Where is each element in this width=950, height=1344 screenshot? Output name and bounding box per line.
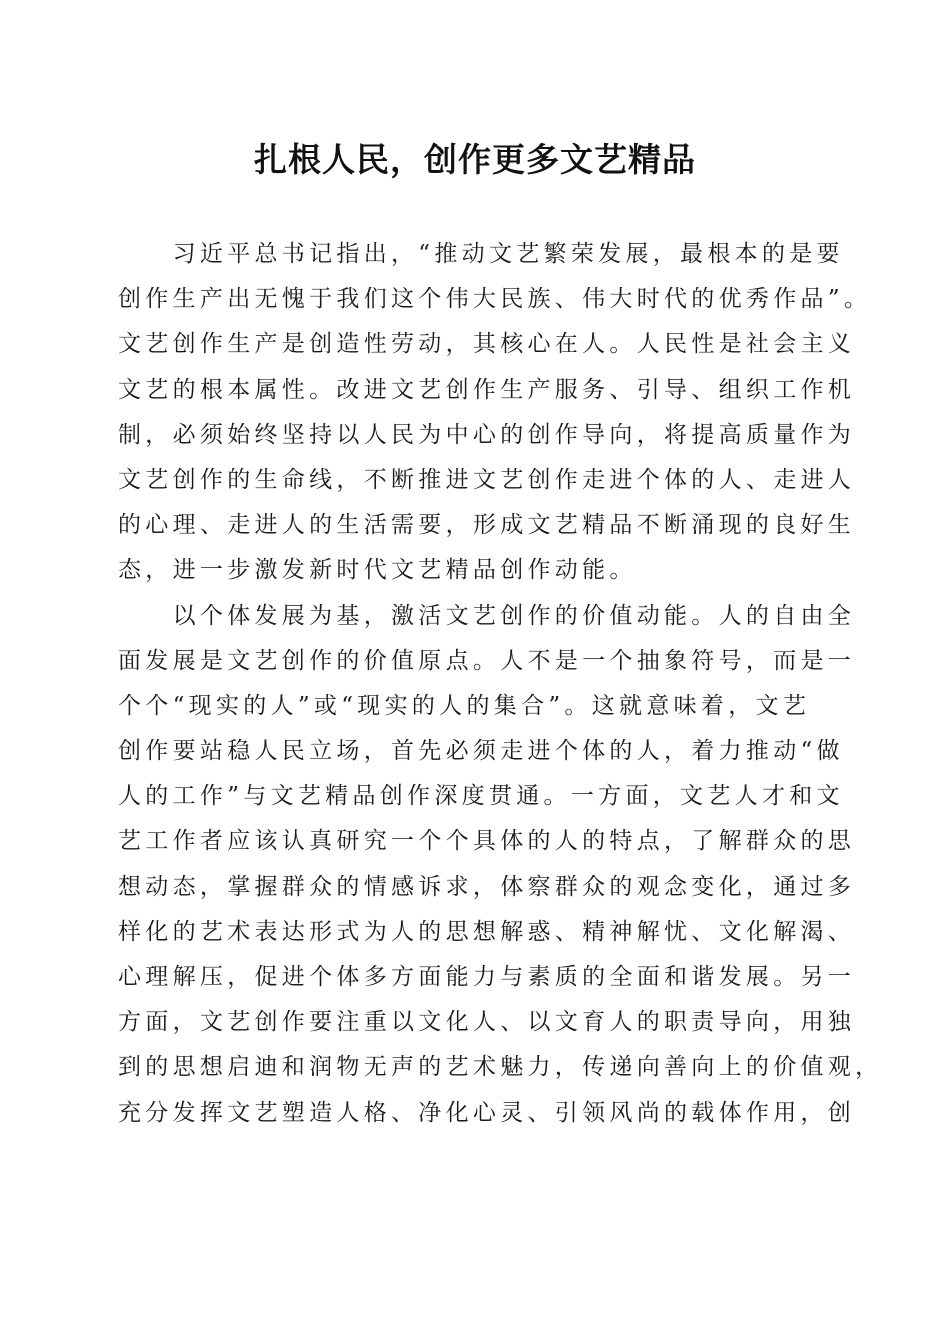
- document-body: [118, 232, 883, 1136]
- document-title: 扎根人民，创作更多文艺精品: [254, 140, 696, 179]
- text-line: 到的思想启迪和润物无声的艺术魅力，传递向善向上的价值观，: [118, 1054, 883, 1081]
- text-line: 心理解压，促进个体多方面能力与素质的全面和谐发展。另一: [118, 964, 856, 990]
- text-line: 个个“现实的人”或“现实的人的集合”。这就意味着，文艺: [118, 692, 811, 719]
- text-line: 的心理、走进人的生活需要，形成文艺精品不断涌现的良好生: [118, 512, 856, 539]
- text-line: 创作要站稳人民立场，首先必须走进个体的人，着力推动“做: [118, 738, 844, 765]
- text-line: 想动态，掌握群众的情感诉求，体察群众的观念变化，通过多: [118, 873, 856, 900]
- text-line: 态，进一步激发新时代文艺精品创作动能。: [118, 557, 637, 584]
- text-line: 面发展是文艺创作的价值原点。人不是一个抽象符号，而是一: [118, 647, 856, 674]
- text-line: 样化的艺术表达形式为人的思想解惑、精神解忧、文化解渴、: [118, 918, 856, 945]
- text-line: 习近平总书记指出，“推动文艺繁荣发展，最根本的是要: [118, 241, 844, 267]
- text-line: 文艺创作生产是创造性劳动，其核心在人。人民性是社会主义: [118, 331, 856, 358]
- text-line: 充分发挥文艺塑造人格、净化心灵、引领风尚的载体作用，创: [118, 1099, 856, 1126]
- text-line: 艺工作者应该认真研究一个个具体的人的特点，了解群众的思: [118, 828, 856, 855]
- text-line: 方面，文艺创作要注重以文化人、以文育人的职责导向，用独: [118, 1009, 856, 1036]
- text-line: 文艺的根本属性。改进文艺创作生产服务、引导、组织工作机: [118, 376, 856, 403]
- text-line: 文艺创作的生命线，不断推进文艺创作走进个体的人、走进人: [118, 466, 856, 493]
- text-line: 创作生产出无愧于我们这个伟大民族、伟大时代的优秀作品”。: [118, 286, 872, 313]
- text-line: 人的工作”与文艺精品创作深度贯通。一方面，文艺人才和文: [118, 783, 844, 810]
- text-line: 以个体发展为基，激活文艺创作的价值动能。人的自由全: [118, 602, 856, 629]
- text-line: 制，必须始终坚持以人民为中心的创作导向，将提高质量作为: [118, 421, 856, 448]
